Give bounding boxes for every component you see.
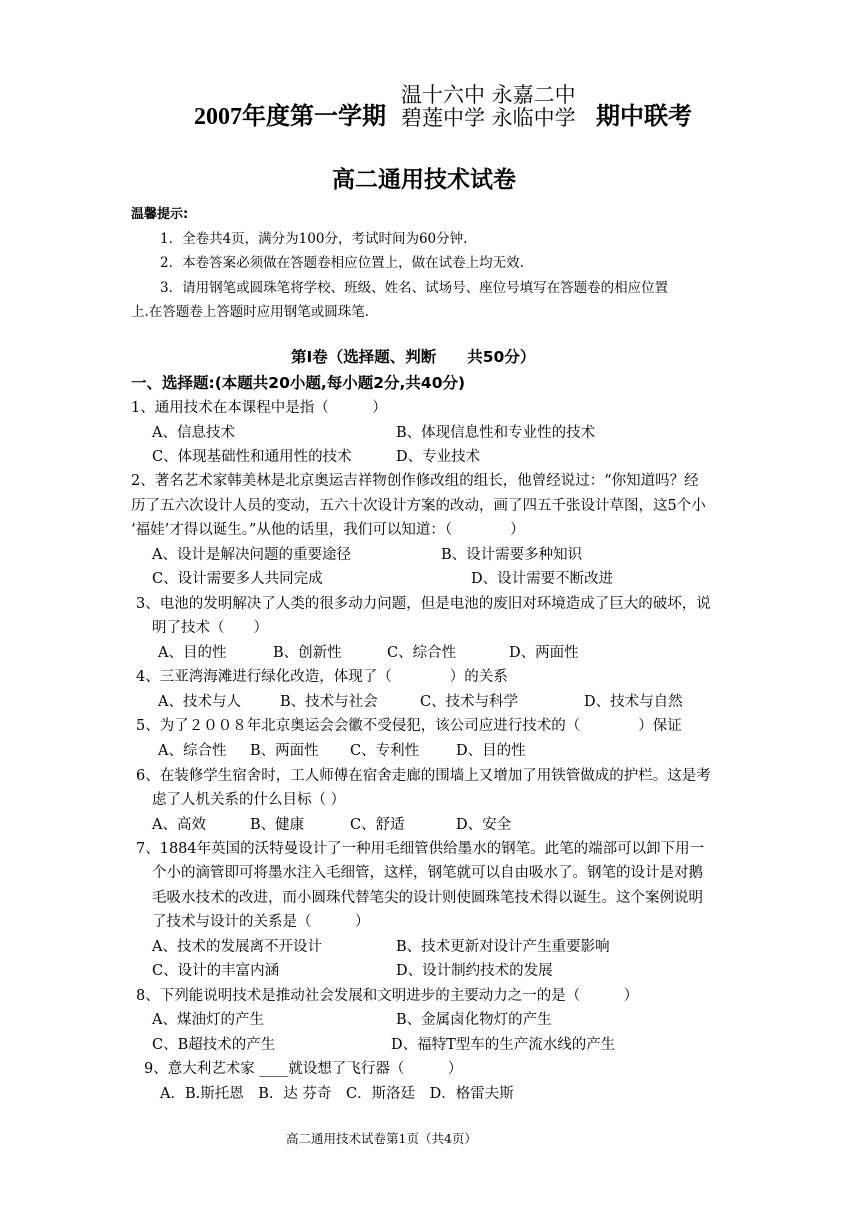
question-9-options: A．B.斯托恩 B．达 芬奇 C．斯洛廷 D．格雷夫斯 (160, 1086, 514, 1102)
question-5-option-a: A、综合性 (158, 743, 227, 759)
question-7-option-c: C、设计的丰富内涵 (152, 963, 280, 979)
question-5-option-c: C、专利性 (350, 743, 420, 759)
question-3-option-c: C、综合性 (387, 645, 457, 661)
question-8-option-b: B、金属卤化物灯的产生 (396, 1012, 552, 1028)
question-1-option-a: A、信息技术 (152, 425, 235, 441)
page-footer: 高二通用技术试卷第1页（共4页） (286, 1131, 477, 1146)
question-6-option-b: B、健康 (250, 817, 305, 833)
exam-type: 期中联考 (596, 104, 692, 130)
question-4-option-b: B、技术与社会 (280, 694, 378, 710)
question-8-option-d: D、福特T型车的生产流水线的产生 (391, 1037, 616, 1053)
question-3-option-b: B、创新性 (273, 645, 342, 661)
tip-item-3-line-2: 上.在答题卷上答题时应用钢笔或圆珠笔. (131, 304, 370, 320)
question-7-option-d: D、设计制约技术的发展 (396, 963, 553, 979)
question-2-option-c: C、设计需要多人共同完成 (152, 571, 323, 587)
question-5-stem: 5、为了２００８年北京奥运会会徽不受侵犯，该公司应进行技术的（ ）保证 (136, 718, 682, 734)
question-2-option-d: D、设计需要不断改进 (471, 571, 614, 587)
question-1-option-b: B、体现信息性和专业性的技术 (396, 425, 596, 441)
question-7-option-a: A、技术的发展离不开设计 (152, 939, 322, 955)
question-1-option-d: D、专业技术 (396, 449, 481, 465)
question-1-stem: 1、通用技术在本课程中是指（ ） (131, 400, 387, 416)
question-7-stem-line-3: 毛吸水技术的改进，而小圆珠代替笔尖的设计则使圆珠笔技术得以诞生。这个案例说明 (152, 890, 703, 906)
question-8-option-a: A、煤油灯的产生 (152, 1012, 264, 1028)
question-6-option-a: A、高效 (152, 817, 206, 833)
section-title: 第Ⅰ卷（选择题、判断 共50分） (291, 348, 536, 366)
question-2-option-b: B、设计需要多种知识 (441, 547, 583, 563)
question-5-option-d: D、目的性 (456, 743, 526, 759)
question-1-option-c: C、体现基础性和通用性的技术 (152, 449, 352, 465)
schools-row-1: 温十六中 永嘉二中 (401, 83, 576, 107)
question-7-stem-line-1: 7、1884年英国的沃特曼设计了一种用毛细管供给墨水的钢笔。此笔的端部可以卸下用一 (136, 841, 705, 857)
question-6-option-c: C、舒适 (350, 817, 405, 833)
part-heading: 一、选择题:(本题共20小题,每小题2分,共40分) (131, 374, 466, 392)
question-7-stem-line-2: 个小的滴管即可将墨水注入毛细管，这样，钢笔就可以自由吸水了。钢笔的设计是对鹅 (152, 865, 703, 881)
tip-item-1: 1．全卷共4页，满分为100分，考试时间为60分钟. (160, 231, 468, 247)
question-8-stem: 8、下列能说明技术是推动社会发展和文明进步的主要动力之一的是（ ） (136, 988, 639, 1004)
exam-year-term: 2007年度第一学期 (194, 104, 386, 130)
question-2-stem-line-2: 历了五六次设计人员的变动，五六十次设计方案的改动，画了四五千张设计草图，这5个小 (131, 498, 706, 514)
question-6-stem-line-2: 虑了人机关系的什么目标（ ） (152, 792, 346, 808)
question-4-stem: 4、三亚湾海滩进行绿化改造，体现了（ ）的关系 (136, 669, 508, 685)
tip-item-3-line-1: 3．请用钢笔或圆珠笔将学校、班级、姓名、试场号、座位号填写在答题卷的相应位置 (160, 280, 669, 296)
tip-item-2: 2．本卷答案必须做在答题卷相应位置上，做在试卷上均无效. (160, 255, 524, 271)
question-8-option-c: C、B超技术的产生 (152, 1037, 276, 1053)
question-7-option-b: B、技术更新对设计产生重要影响 (396, 939, 610, 955)
tips-label: 温馨提示: (131, 207, 189, 222)
question-3-option-a: A、目的性 (158, 645, 227, 661)
question-6-stem-line-1: 6、在装修学生宿舍时，工人师傅在宿舍走廊的围墙上又增加了用铁管做成的护栏。这是考 (136, 768, 711, 784)
question-3-option-d: D、两面性 (509, 645, 579, 661)
question-3-stem-line-2: 明了技术（ ） (152, 620, 268, 636)
question-4-option-a: A、技术与人 (158, 694, 241, 710)
schools-row-2: 碧莲中学 永临中学 (401, 106, 576, 130)
question-2-stem-line-3: ‘福娃’才得以诞生。”从他的话里，我们可以知道：（ ） (131, 522, 525, 538)
question-5-option-b: B、两面性 (250, 743, 319, 759)
question-3-stem-line-1: 3、电池的发明解决了人类的很多动力问题，但是电池的废旧对环境造成了巨大的破坏，说 (136, 596, 711, 612)
question-9-stem: 9、意大利艺术家 ____就设想了飞行器（ ） (144, 1061, 463, 1077)
question-2-stem-line-1: 2、著名艺术家韩美林是北京奥运吉祥物创作修改组的组长，他曾经说过：“你知道吗？经 (131, 473, 699, 489)
question-4-option-c: C、技术与科学 (420, 694, 519, 710)
question-2-option-a: A、设计是解决问题的重要途径 (152, 547, 351, 563)
question-7-stem-line-4: 了技术与设计的关系是（ ） (152, 914, 370, 930)
question-6-option-d: D、安全 (456, 817, 512, 833)
question-4-option-d: D、技术与自然 (584, 694, 683, 710)
page-title: 高二通用技术试卷 (332, 167, 516, 193)
